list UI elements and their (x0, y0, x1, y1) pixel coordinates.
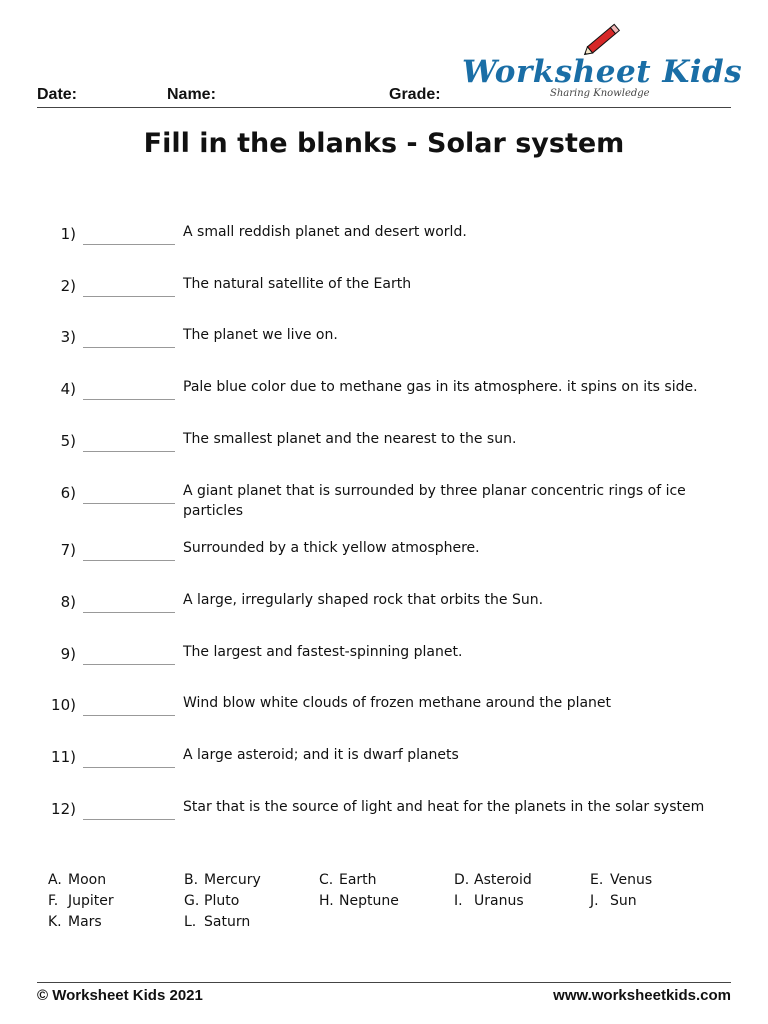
option-letter: L. (184, 914, 197, 930)
answer-blank[interactable] (83, 693, 175, 716)
logo-text: Worksheet Kids (462, 54, 743, 90)
question-number: 1) (60, 225, 76, 243)
option-item (184, 912, 250, 933)
question-text: A large asteroid; and it is dwarf planets (183, 747, 459, 763)
question-number: 12) (51, 800, 76, 818)
option-item (454, 870, 532, 891)
answer-blank[interactable] (83, 745, 175, 768)
option-word: Saturn (204, 914, 251, 930)
answer-blank[interactable] (83, 797, 175, 820)
question-number: 10) (51, 696, 76, 714)
option-letter: E. (590, 872, 604, 888)
option-letter: B. (184, 872, 199, 888)
option-word: Earth (339, 872, 377, 888)
question-number: 3) (60, 328, 76, 346)
question-text: Pale blue color due to methane gas in its atmosphere. it spins on its side. (183, 379, 698, 395)
question-text: The smallest planet and the nearest to the sun. (183, 431, 517, 447)
question-text: The natural satellite of the Earth (183, 276, 412, 292)
option-letter: K. (48, 914, 62, 930)
question-number: 6) (60, 484, 76, 502)
option-item (48, 891, 114, 912)
question-number: 9) (60, 645, 76, 663)
option-item (184, 870, 261, 891)
option-word: Venus (610, 872, 653, 888)
question-text: The largest and fastest-spinning planet. (183, 644, 463, 660)
option-item (319, 891, 399, 912)
option-word: Uranus (474, 893, 524, 909)
question-number: 4) (60, 380, 76, 398)
answer-blank[interactable] (83, 481, 175, 504)
option-item (590, 870, 652, 891)
option-letter: F. (48, 893, 59, 909)
option-item (184, 891, 239, 912)
grade-label: Grade: (389, 86, 441, 103)
question-text: The planet we live on. (183, 327, 338, 343)
option-item (319, 870, 377, 891)
answer-blank[interactable] (83, 642, 175, 665)
worksheet-kids-logo (458, 14, 743, 106)
option-word: Mars (68, 914, 102, 930)
option-letter: D. (454, 872, 470, 888)
footer-divider (37, 982, 731, 983)
option-letter: J. (590, 893, 599, 909)
option-word: Jupiter (68, 893, 114, 909)
footer-copyright: © Worksheet Kids 2021 (37, 987, 203, 1004)
question-number: 5) (60, 432, 76, 450)
option-word: Mercury (204, 872, 261, 888)
option-item (48, 912, 102, 933)
question-number: 11) (51, 748, 76, 766)
header-divider (37, 107, 731, 108)
option-letter: G. (184, 893, 200, 909)
question-number: 2) (60, 277, 76, 295)
question-text: A small reddish planet and desert world. (183, 224, 467, 240)
question-text: A giant planet that is surrounded by three planar concentric rings of ice particles (183, 483, 686, 519)
option-letter: H. (319, 893, 334, 909)
option-word: Moon (68, 872, 107, 888)
date-label: Date: (37, 86, 78, 103)
option-letter: I. (454, 893, 463, 909)
option-word: Asteroid (474, 872, 532, 888)
name-label: Name: (167, 86, 216, 103)
option-word: Pluto (204, 893, 240, 909)
option-item (48, 870, 106, 891)
logo-tagline: Sharing Knowledge (550, 88, 650, 99)
answer-blank[interactable] (83, 325, 175, 348)
answer-blank[interactable] (83, 274, 175, 297)
question-number: 7) (60, 541, 76, 559)
question-text: A large, irregularly shaped rock that orbits the Sun. (183, 592, 544, 608)
option-letter: A. (48, 872, 62, 888)
answer-blank[interactable] (83, 590, 175, 613)
answer-blank[interactable] (83, 538, 175, 561)
answer-blank[interactable] (83, 377, 175, 400)
option-item (590, 891, 637, 912)
answer-blank[interactable] (83, 222, 175, 245)
question-text: Surrounded by a thick yellow atmosphere. (183, 540, 480, 556)
question-text: Star that is the source of light and heat for the planets in the solar system (183, 799, 705, 815)
footer-url[interactable]: www.worksheetkids.com (553, 987, 731, 1004)
option-letter: C. (319, 872, 334, 888)
question-number: 8) (60, 593, 76, 611)
answer-blank[interactable] (83, 429, 175, 452)
question-text: Wind blow white clouds of frozen methane around the planet (183, 695, 612, 711)
page-title: Fill in the blanks - Solar system (143, 128, 625, 159)
option-word: Neptune (339, 893, 399, 909)
option-item (454, 891, 524, 912)
option-word: Sun (610, 893, 637, 909)
